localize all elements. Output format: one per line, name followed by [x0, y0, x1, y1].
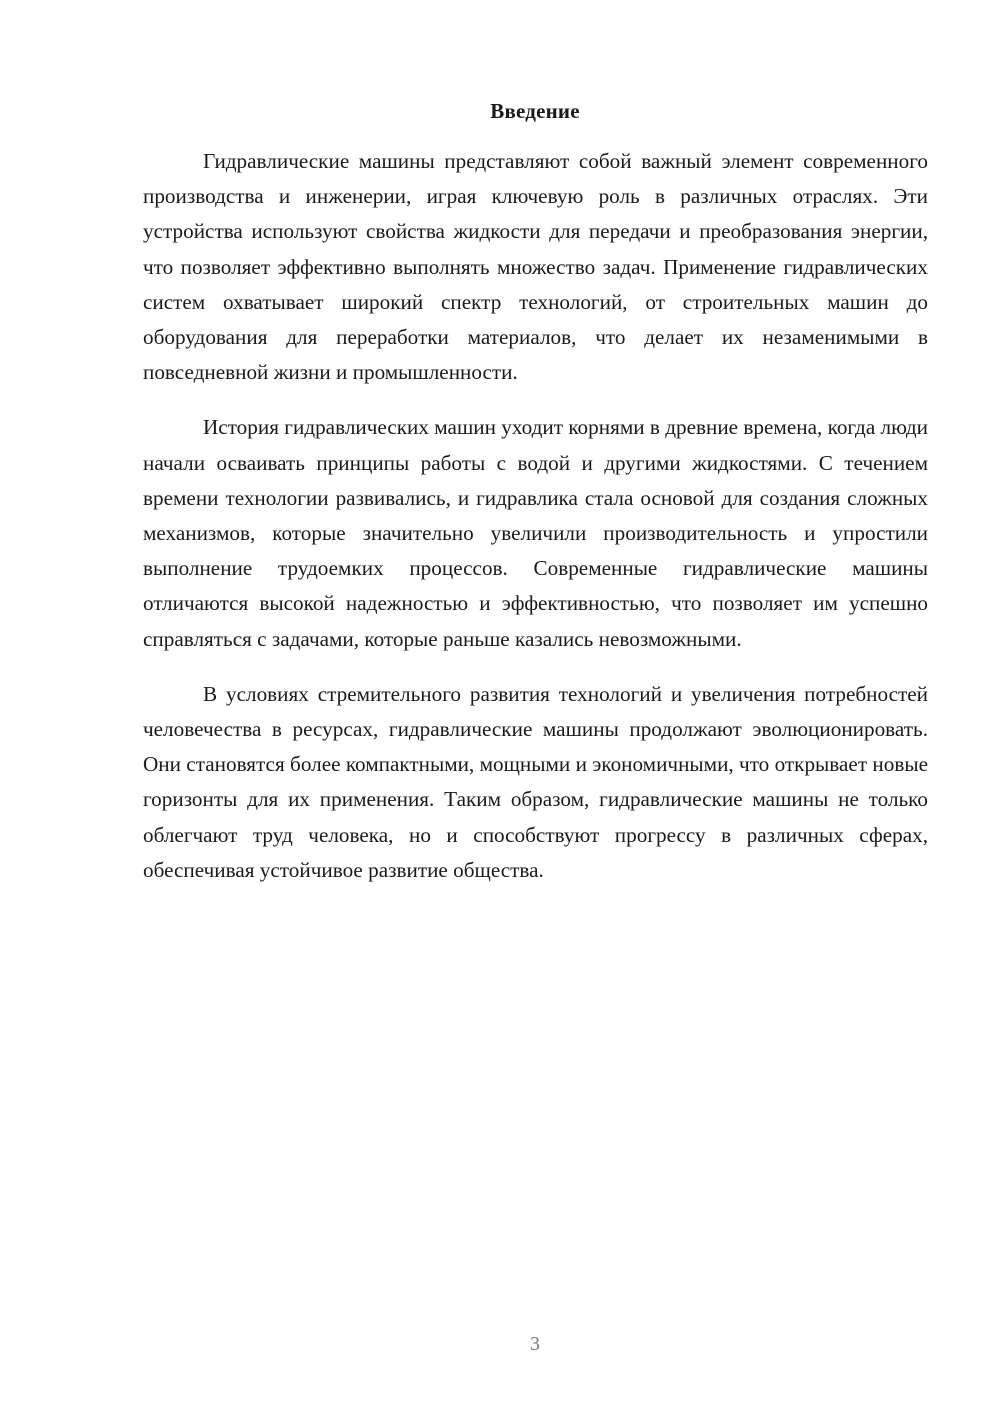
paragraph-3: В условиях стремительного развития технологий и увеличения потребностей человечества в ресурсах, гидравлические машины продолжают эволюционировать. Они становятся более компактными, мощными и экономичными, что открывает новые горизонты для их применения. Таким образом, гидравлические машины не только облегчают труд человека, но и способствуют прогрессу в различных сферах, обеспечивая устойчивое развитие общества.: [143, 681, 928, 882]
section-title: Введение: [490, 99, 580, 123]
paragraph-1: Гидравлические машины представляют собой важный элемент современного производства и инженерии, играя ключевую роль в различных отраслях. Эти устройства используют свойства жидкости для передачи и преобразования энергии, что позволяет эффективно выполнять множество задач. Применение гидравлических систем охватывает широкий спектр технологий, от строительных машин до оборудования для переработки материалов, что делает их незаменимыми в повседневной жизни и промышленности.: [143, 149, 928, 385]
page-number: 3: [530, 1333, 540, 1355]
paragraph-2: История гидравлических машин уходит корнями в древние времена, когда люди начали осваивать принципы работы с водой и другими жидкостями. С течением времени технологии развивались, и гидравлика стала основой для создания сложных механизмов, которые значительно увеличили производительность и упростили выполнение трудоемких процессов. Современные гидравлические машины отличаются высокой надежностью и эффективностью, что позволяет им успешно справляться с задачами, которые раньше казались невозможными.: [143, 415, 928, 651]
page-content: [143, 94, 928, 908]
